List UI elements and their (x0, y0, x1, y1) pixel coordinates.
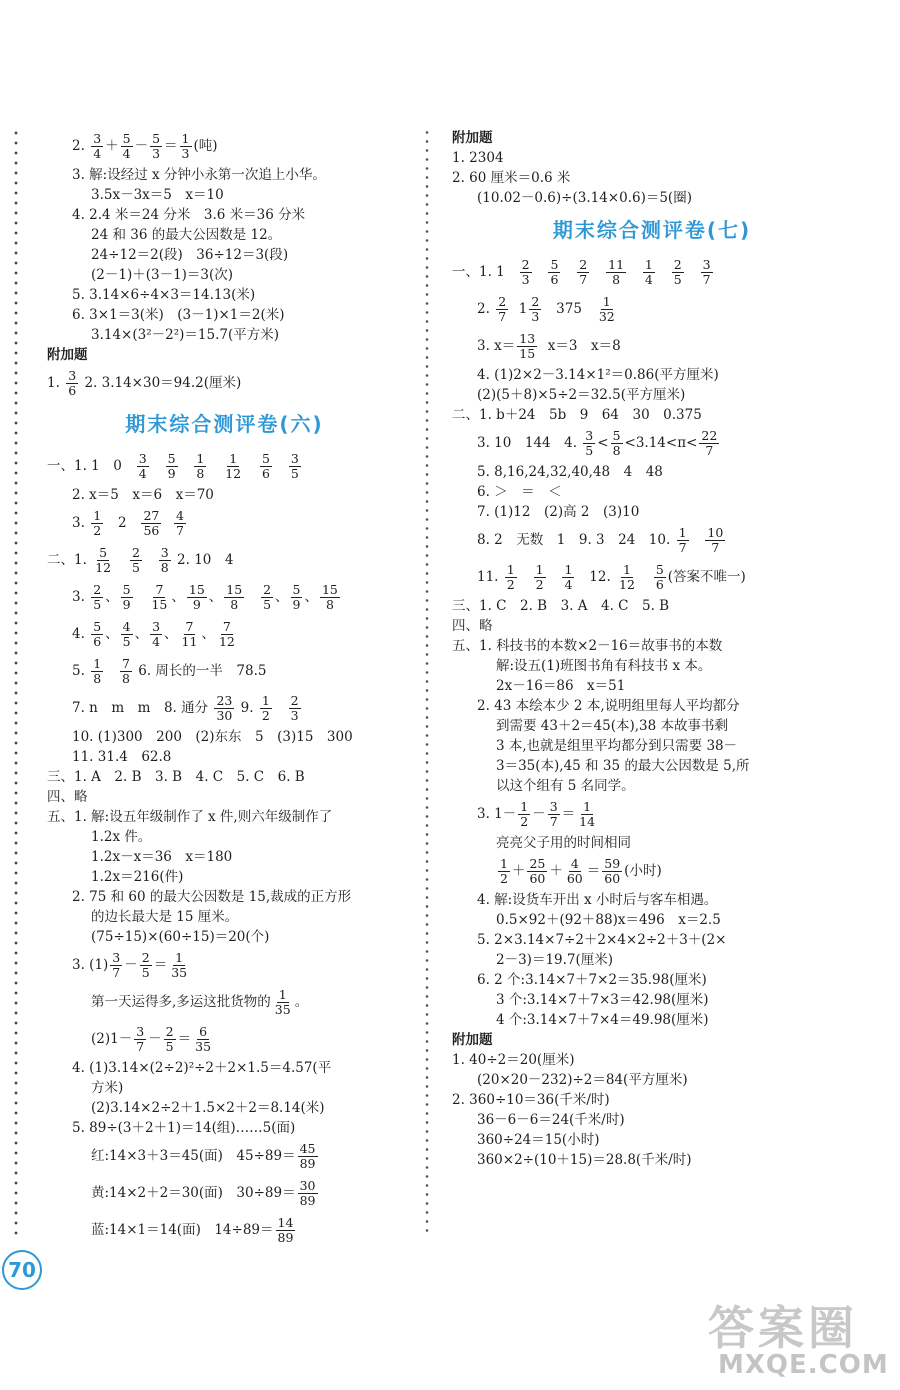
fraction: $\frac{5}{4}$ (122, 131, 131, 161)
answer-line: 7. (1)12 (2)高 2 (3)10 (477, 504, 640, 520)
fraction: $\frac{2}{5}$ (131, 545, 140, 575)
answer-line: 2. 43 本绘本少 2 本,说明组里每人平均都分 (477, 698, 740, 714)
answer-line: 10. (1)300 200 (2)东东 5 (3)15 300 (72, 729, 353, 745)
fraction: $\frac{1}{32}$ (598, 294, 615, 324)
fraction: $\frac{3}{7}$ (549, 799, 558, 829)
answer-line: 11. $\frac{1}{2}$ $\frac{1}{2}$ $\frac{1}{4}$ 12. $\frac{1}{12}$ $\frac{5}{6}$ (答案不唯一) (477, 562, 746, 592)
fraction: $\frac{5}{12}$ (95, 545, 112, 575)
answer-line: 解:设五(1)班图书角有科技书 x 本。 (496, 658, 712, 674)
fraction: $\frac{6}{35}$ (195, 1024, 212, 1054)
fraction: $\frac{15}{8}$ (321, 582, 338, 612)
answer-line: $\frac{1}{2}$ ＋ $\frac{25}{60}$ ＋ $\frac{4}{60}$ ＝ $\frac{59}{60}$ (小时) (500, 856, 662, 886)
fraction: $\frac{5}{6}$ (550, 257, 559, 287)
answer-line: 1.2x＝216(件) (91, 869, 184, 885)
test-title: 期末综合测评卷(六) (125, 412, 324, 436)
watermark (688, 1292, 888, 1382)
answer-line: 黄:14×2＋2＝30(面) 30÷89＝ $\frac{30}{89}$ (91, 1178, 316, 1208)
answer-line: 6. ＞ ＝ ＜ (477, 484, 562, 500)
fraction: $\frac{4}{5}$ (122, 619, 131, 649)
fraction: $\frac{15}{9}$ (188, 582, 205, 612)
fraction: $\frac{1}{2}$ (520, 799, 529, 829)
answer-line: 24 和 36 的最大公因数是 12。 (91, 227, 282, 243)
answer-line: (2)1－ $\frac{3}{7}$ － $\frac{2}{5}$ ＝ $\frac{6}{35}$ (91, 1024, 212, 1054)
fraction: $\frac{23}{30}$ (216, 693, 233, 723)
fraction: $\frac{5}{9}$ (167, 451, 176, 481)
answer-line: 2. $\frac{2}{7}$ 1 $\frac{2}{3}$ 375 $\frac{1}{32}$ (477, 294, 615, 324)
fraction: $\frac{2}{5}$ (141, 950, 150, 980)
answer-line: 2x－16＝86 x＝51 (496, 678, 626, 694)
answer-line: 0.5×92＋(92＋88)x＝496 x＝2.5 (496, 912, 721, 928)
fraction: $\frac{14}{89}$ (277, 1215, 294, 1245)
answer-line: 5. $\frac{1}{8}$ $\frac{7}{8}$ 6. 周长的一半 78.5 (72, 656, 267, 686)
answer-line: 3.14×(3²－2²)＝15.7(平方米) (91, 327, 279, 343)
fraction: $\frac{10}{7}$ (707, 525, 724, 555)
answer-line: 360÷24＝15(小时) (477, 1132, 600, 1148)
fraction: $\frac{25}{60}$ (529, 856, 546, 886)
answer-line: 4. 2.4 米＝24 分米 3.6 米＝36 分米 (72, 207, 306, 223)
answer-line: 一、1. 1 0 $\frac{3}{4}$ $\frac{5}{9}$ $\frac{1}{8}$ $\frac{1}{12}$ $\frac{5}{6}$ $\frac{3}{5}$ (47, 451, 299, 481)
fraction: $\frac{1}{2}$ (500, 856, 508, 886)
fraction: $\frac{15}{8}$ (226, 582, 243, 612)
answer-line: 2. 60 厘米＝0.6 米 (452, 170, 571, 186)
fraction: $\frac{2}{5}$ (673, 257, 682, 287)
answer-line: 3. $\frac{2}{5}$ 、 $\frac{5}{9}$ $\frac{7}{15}$ 、 $\frac{15}{9}$ 、 $\frac{15}{8}$ $\frac{2}{5}$ 、 $\frac{5}{9}$ 、 $\frac{15}{8}$ (72, 582, 338, 612)
fraction: $\frac{5}{6}$ (655, 562, 664, 592)
fraction: $\frac{2}{3}$ (521, 257, 530, 287)
fraction: $\frac{3}{7}$ (112, 950, 121, 980)
fraction: $\frac{3}{4}$ (93, 131, 102, 161)
answer-line: 四、略 (452, 618, 493, 634)
answer-line: 红:14×3＋3＝45(面) 45÷89＝ $\frac{45}{89}$ (91, 1141, 316, 1171)
fraction: $\frac{7}{8}$ (122, 656, 130, 686)
answer-line: 2－3)＝19.7(厘米) (496, 952, 614, 968)
answer-line: 3＝35(本),45 和 35 的最大公因数是 5,所 (496, 758, 750, 774)
answer-line: 3. $\frac{1}{2}$ 2 $\frac{27}{56}$ $\frac{4}{7}$ (72, 508, 184, 538)
answer-line: (75÷15)×(60÷15)＝20(个) (91, 929, 270, 945)
answer-line: 2. 360÷10＝36(千米/时) (452, 1092, 610, 1108)
fraction: $\frac{1}{14}$ (579, 799, 596, 829)
fraction: $\frac{2}{5}$ (263, 582, 272, 612)
fraction: $\frac{3}{7}$ (702, 257, 711, 287)
left-dot-border (14, 128, 18, 1238)
answer-line: 7. n m m 8. 通分 $\frac{23}{30}$ 9. $\frac{1}{2}$ $\frac{2}{3}$ (72, 693, 299, 723)
section-heading: 附加题 (452, 1032, 493, 1048)
page-number: 70 (2, 1250, 42, 1290)
answer-line: 3. (1) $\frac{3}{7}$ － $\frac{2}{5}$ ＝ $\frac{1}{35}$ (72, 950, 188, 980)
answer-line: 4 个:3.14×7＋7×4＝49.98(厘米) (496, 1012, 709, 1028)
fraction: $\frac{1}{4}$ (564, 562, 573, 592)
fraction: $\frac{3}{7}$ (136, 1024, 145, 1054)
fraction: $\frac{5}{9}$ (122, 582, 131, 612)
answer-line: 方米) (91, 1080, 124, 1096)
answer-line: 6. 2 个:3.14×7＋7×2＝35.98(厘米) (477, 972, 707, 988)
fraction: $\frac{30}{89}$ (299, 1178, 316, 1208)
answer-line: (10.02－0.6)÷(3.14×0.6)＝5(圈) (477, 190, 692, 206)
watermark-text: 答案圈 (708, 1301, 858, 1355)
answer-line: 5. 3.14×6÷4×3＝14.13(米) (72, 287, 256, 303)
fraction: $\frac{1}{12}$ (225, 451, 242, 481)
fraction: $\frac{11}{8}$ (608, 257, 625, 287)
fraction: $\frac{3}{5}$ (290, 451, 299, 481)
fraction: $\frac{3}{4}$ (138, 451, 147, 481)
fraction: $\frac{1}{12}$ (619, 562, 635, 592)
answer-line: 二、1. $\frac{5}{12}$ $\frac{2}{5}$ $\frac{3}{8}$ 2. 10 4 (47, 545, 234, 575)
answer-line: 4. (1)3.14×(2÷2)²÷2＋2×1.5＝4.57(平 (72, 1060, 332, 1076)
answer-line: 2. 75 和 60 的最大公因数是 15,裁成的正方形 (72, 889, 352, 905)
fraction: $\frac{4}{7}$ (175, 508, 184, 538)
fraction: $\frac{2}{3}$ (531, 294, 540, 324)
answer-line: 8. 2 无数 1 9. 3 24 10. $\frac{1}{7}$ $\frac{10}{7}$ (477, 525, 724, 555)
fraction: $\frac{3}{5}$ (585, 428, 594, 458)
answer-line: 三、1. A 2. B 3. B 4. C 5. C 6. B (47, 769, 305, 785)
watermark-url: MXQE.COM (718, 1350, 889, 1380)
fraction: $\frac{4}{60}$ (566, 856, 583, 886)
answer-line: 以这个组有 5 名同学。 (496, 778, 635, 794)
fraction: $\frac{3}{8}$ (160, 545, 169, 575)
answer-line: 1. 2304 (452, 150, 504, 166)
answer-line: 24÷12＝2(段) 36÷12＝3(段) (91, 247, 289, 263)
answer-line: 第一天运得多,多运这批货物的 $\frac{1}{35}$ 。 (91, 987, 309, 1017)
answer-line: 36－6－6＝24(千米/时) (477, 1112, 625, 1128)
answer-line: 3. 1－ $\frac{1}{2}$ － $\frac{3}{7}$ ＝ $\frac{1}{14}$ (477, 799, 596, 829)
fraction: $\frac{2}{7}$ (579, 257, 588, 287)
fraction: $\frac{1}{8}$ (93, 656, 102, 686)
fraction: $\frac{5}{9}$ (292, 582, 301, 612)
column-divider (425, 128, 429, 1238)
answer-line: 五、1. 科技书的本数×2－16＝故事书的本数 (452, 638, 723, 654)
fraction: $\frac{1}{35}$ (171, 950, 188, 980)
answer-line: 1.2x 件。 (91, 829, 152, 845)
answer-line: 4. $\frac{5}{6}$ 、 $\frac{4}{5}$ 、 $\frac{3}{4}$ 、 $\frac{7}{11}$ 、 $\frac{7}{12}$ (72, 619, 235, 649)
section-heading: 附加题 (452, 130, 493, 146)
fraction: $\frac{1}{2}$ (93, 508, 102, 538)
fraction: $\frac{7}{15}$ (151, 582, 168, 612)
answer-line: 4. 解:设货车开出 x 小时后与客车相遇。 (477, 892, 718, 908)
fraction: $\frac{1}{2}$ (506, 562, 515, 592)
fraction: $\frac{1}{2}$ (535, 562, 544, 592)
answer-line: 360×2÷(10＋15)＝28.8(千米/时) (477, 1152, 692, 1168)
answer-line: 11. 31.4 62.8 (72, 749, 172, 765)
answer-line: 5. 8,16,24,32,40,48 4 48 (477, 464, 663, 480)
answer-line: 蓝:14×1＝14(面) 14÷89＝ $\frac{14}{89}$ (91, 1215, 294, 1245)
answer-line: 3. 解:设经过 x 分钟小永第一次追上小华。 (72, 167, 326, 183)
fraction: $\frac{45}{89}$ (299, 1141, 316, 1171)
answer-line: 5. 89÷(3＋2＋1)＝14(组)……5(面) (72, 1120, 296, 1136)
right-column (452, 128, 852, 1170)
fraction: $\frac{1}{7}$ (678, 525, 687, 555)
answer-line: (20×20－232)÷2＝84(平方厘米) (477, 1072, 688, 1088)
answer-line: (2－1)＋(3－1)＝3(次) (91, 267, 234, 283)
answer-line: 四、略 (47, 789, 88, 805)
fraction: $\frac{3}{4}$ (152, 619, 161, 649)
answer-line: 3. 10 144 4. $\frac{3}{5}$ < $\frac{5}{8}$ <3.14<π< $\frac{22}{7}$ (477, 428, 718, 458)
answer-line: 一、1. 1 $\frac{2}{3}$ $\frac{5}{6}$ $\frac{2}{7}$ $\frac{11}{8}$ $\frac{1}{4}$ $\frac{2}{5}$ $\frac{3}{7}$ (452, 257, 711, 287)
fraction: $\frac{1}{8}$ (196, 451, 205, 481)
answer-line: 到需要 43＋2＝45(本),38 本故事书剩 (496, 718, 729, 734)
fraction: $\frac{5}{6}$ (262, 451, 270, 481)
fraction: $\frac{2}{3}$ (290, 693, 299, 723)
fraction: $\frac{5}{3}$ (152, 131, 161, 161)
answer-line: 3 个:3.14×7＋7×3＝42.98(厘米) (496, 992, 709, 1008)
fraction: $\frac{2}{7}$ (498, 294, 507, 324)
answer-line: 五、1. 解:设五年级制作了 x 件,则六年级制作了 (47, 809, 333, 825)
fraction: $\frac{7}{12}$ (218, 619, 235, 649)
fraction: $\frac{1}{35}$ (274, 987, 291, 1017)
fraction: $\frac{2}{5}$ (93, 582, 102, 612)
answer-line: (2)(5＋8)×5÷2＝32.5(平方厘米) (477, 387, 686, 403)
answer-line: 4. (1)2×2－3.14×1²＝0.86(平方厘米) (477, 367, 719, 383)
answer-line: 2. $\frac{3}{4}$ ＋ $\frac{5}{4}$ － $\frac{5}{3}$ ＝ $\frac{1}{3}$ (吨) (72, 131, 218, 161)
fraction: $\frac{5}{6}$ (93, 619, 102, 649)
fraction: $\frac{1}{2}$ (261, 693, 270, 723)
answer-line: 5. 2×3.14×7÷2＋2×4×2÷2＋3＋(2× (477, 932, 727, 948)
fraction: $\frac{13}{15}$ (519, 331, 536, 361)
answer-line: 1. $\frac{3}{6}$ 2. 3.14×30＝94.2(厘米) (47, 368, 242, 398)
answer-line: 的边长最大是 15 厘米。 (91, 909, 239, 925)
fraction: $\frac{1}{4}$ (644, 257, 653, 287)
answer-line: 二、1. b＋24 5b 9 64 30 0.375 (452, 407, 702, 423)
answer-line: 1. 40÷2＝20(厘米) (452, 1052, 575, 1068)
fraction: $\frac{1}{3}$ (181, 131, 190, 161)
fraction: $\frac{3}{6}$ (68, 368, 77, 398)
answer-line: 1.2x－x＝36 x＝180 (91, 849, 233, 865)
fraction: $\frac{5}{8}$ (612, 428, 621, 458)
fraction: $\frac{59}{60}$ (604, 856, 621, 886)
section-heading: 附加题 (47, 347, 88, 363)
answer-line: 三、1. C 2. B 3. A 4. C 5. B (452, 598, 670, 614)
answer-line: 3 本,也就是组里平均都分到只需要 38－ (496, 738, 738, 754)
fraction: $\frac{2}{5}$ (165, 1024, 174, 1054)
answer-line: (2)3.14×2÷2＋1.5×2＋2＝8.14(米) (91, 1100, 325, 1116)
answer-line: 6. 3×1＝3(米) (3－1)×1＝2(米) (72, 307, 285, 323)
answer-line: 3. x＝ $\frac{13}{15}$ x＝3 x＝8 (477, 331, 621, 361)
fraction: $\frac{27}{56}$ (143, 508, 160, 538)
answer-line: 2. x＝5 x＝6 x＝70 (72, 487, 214, 503)
answer-line: 亮亮父子用的时间相同 (496, 835, 631, 851)
fraction: $\frac{7}{11}$ (181, 619, 198, 649)
test-title: 期末综合测评卷(七) (552, 218, 752, 242)
answer-line: 3.5x－3x＝5 x＝10 (91, 187, 224, 203)
left-column (47, 128, 402, 1249)
fraction: $\frac{22}{7}$ (701, 428, 718, 458)
